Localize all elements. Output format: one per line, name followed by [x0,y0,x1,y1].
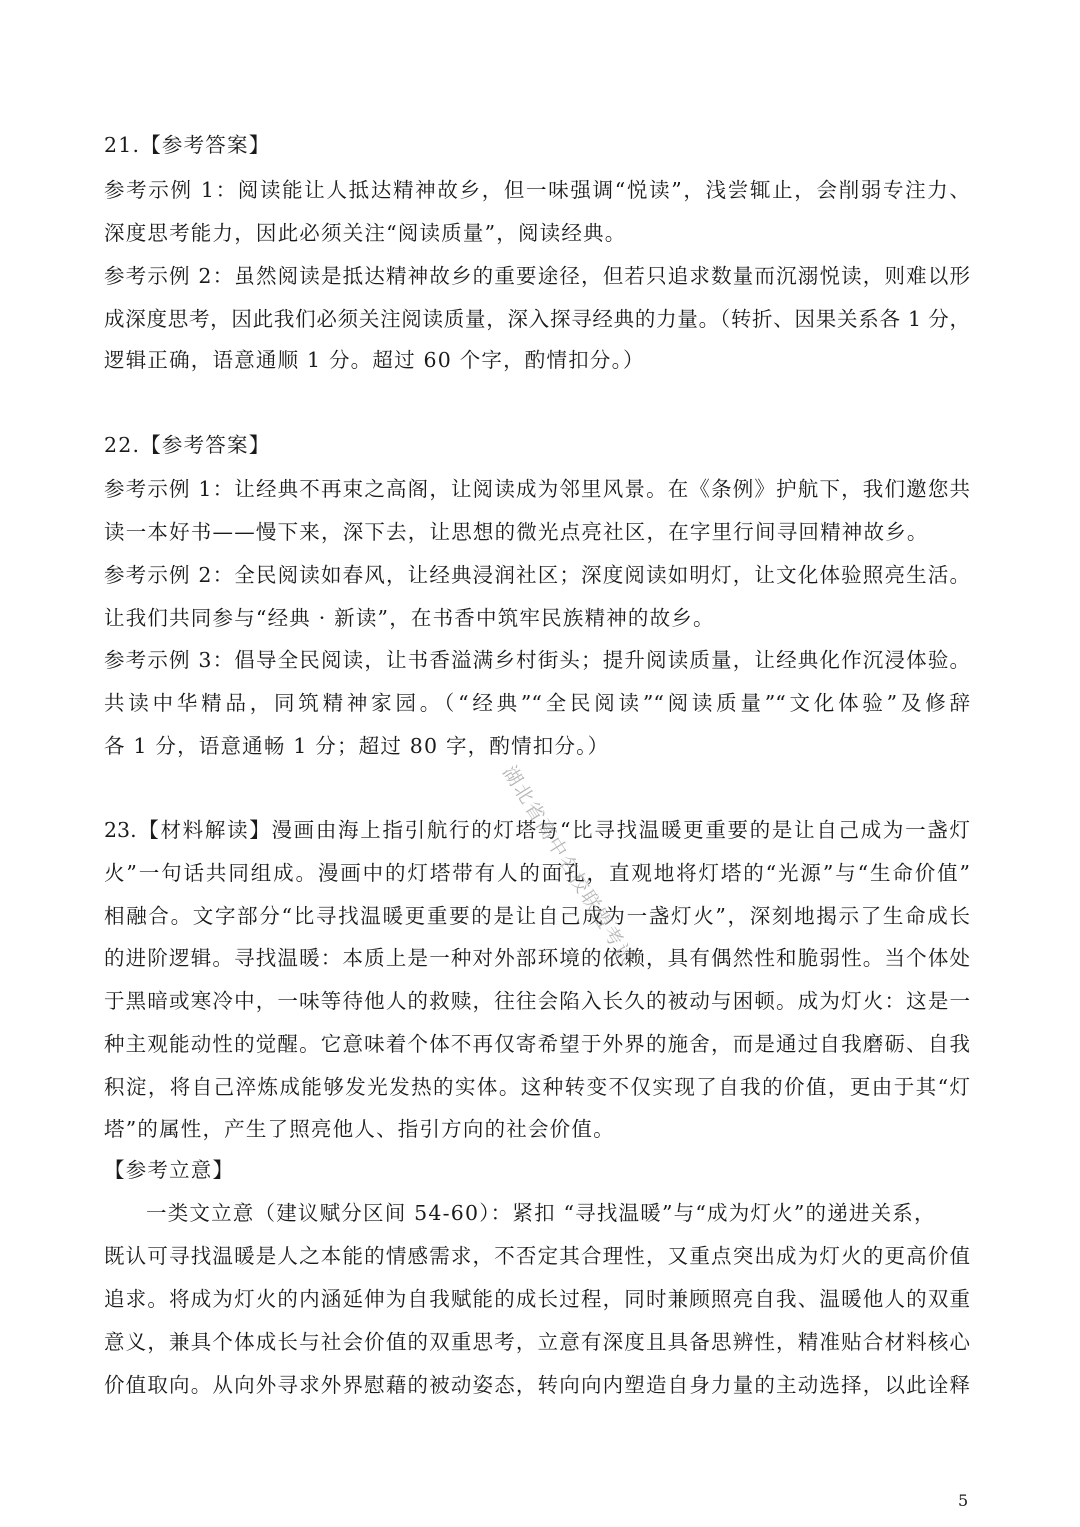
reference-idea-line4: 意义，兼具个体成长与社会价值的双重思考，立意有深度且具备思辨性，精准贴合材料核心 [104,1330,970,1354]
q21-scoring-note: 逻辑正确，语意通顺 1 分。超过 60 个字，酌情扣分。） [104,348,645,372]
reference-idea-line1: 一类文立意（建议赋分区间 54-60）：紧扣 “寻找温暖”与“成为灯火”的递进关系， [146,1201,936,1225]
page-number: 5 [958,1491,969,1510]
q22-heading: 22.【参考答案】 [104,433,271,457]
q22-example3-line2: 共读中华精品，同筑精神家园。（“经典”“全民阅读”“阅读质量”“文化体验”及修辞 [104,691,970,715]
q22-example2-line2: 让我们共同参与“经典 · 新读”，在书香中筑牢民族精神的故乡。 [104,606,715,630]
reference-idea-line2: 既认可寻找温暖是人之本能的情感需求，不否定其合理性，又重点突出成为灯火的更高价值 [104,1244,970,1268]
q21-example1-line2: 深度思考能力，因此必须关注“阅读质量”，阅读经典。 [104,221,627,245]
q22-example2-line1: 参考示例 2：全民阅读如春风，让经典浸润社区；深度阅读如明灯，让文化体验照亮生活。 [104,563,970,587]
watermark: 湖北省高中名校联盟考试 [497,762,640,970]
q22-scoring-note: 各 1 分，语意通畅 1 分；超过 80 字，酌情扣分。） [104,734,610,758]
reference-idea-line5: 价值取向。从向外寻求外界慰藉的被动姿态，转向向内塑造自身力量的主动选择，以此诠释 [104,1373,970,1397]
q23-material-line2: 火”一句话共同组成。漫画中的灯塔带有人的面孔，直观地将灯塔的“光源”与“生命价值” [104,861,970,885]
q21-example2-line2: 成深度思考，因此我们必须关注阅读质量，深入探寻经典的力量。（转折、因果关系各 1 分， [104,307,970,331]
q23-material-line3: 相融合。文字部分“比寻找温暖更重要的是让自己成为一盏灯火”，深刻地揭示了生命成长 [104,904,970,928]
q23-material-line6: 种主观能动性的觉醒。它意味着个体不再仅寄希望于外界的施舍，而是通过自我磨砺、自我 [104,1032,970,1056]
q22-example1-line1: 参考示例 1：让经典不再束之高阁，让阅读成为邻里风景。在《条例》护航下，我们邀您共 [104,477,970,501]
q21-heading: 21.【参考答案】 [104,133,271,157]
q21-example2-line1: 参考示例 2：虽然阅读是抵达精神故乡的重要途径，但若只追求数量而沉溺悦读，则难以形 [104,264,970,288]
q23-material-line5: 于黑暗或寒冷中，一味等待他人的救赎，往往会陷入长久的被动与困顿。成为灯火：这是一 [104,989,970,1013]
q23-material-line4: 的进阶逻辑。寻找温暖：本质上是一种对外部环境的依赖，具有偶然性和脆弱性。当个体处 [104,946,970,970]
q22-example1-line2: 读一本好书——慢下来，深下去，让思想的微光点亮社区，在字里行间寻回精神故乡。 [104,520,929,544]
q23-material-line8: 塔”的属性，产生了照亮他人、指引方向的社会价值。 [104,1117,615,1141]
q23-material-line7: 积淀，将自己淬炼成能够发光发热的实体。这种转变不仅实现了自我的价值，更由于其“灯 [104,1075,970,1099]
q21-example1-line1: 参考示例 1：阅读能让人抵达精神故乡，但一味强调“悦读”，浅尝辄止，会削弱专注力、 [104,178,970,202]
reference-idea-heading: 【参考立意】 [104,1158,235,1182]
reference-idea-line3: 追求。将成为灯火的内涵延伸为自我赋能的成长过程，同时兼顾照亮自我、温暖他人的双重 [104,1287,970,1311]
q22-example3-line1: 参考示例 3：倡导全民阅读，让书香溢满乡村街头；提升阅读质量，让经典化作沉浸体验。 [104,648,970,672]
q23-material-line1: 23.【材料解读】漫画由海上指引航行的灯塔与“比寻找温暖更重要的是让自己成为一盏灯 [104,818,970,842]
